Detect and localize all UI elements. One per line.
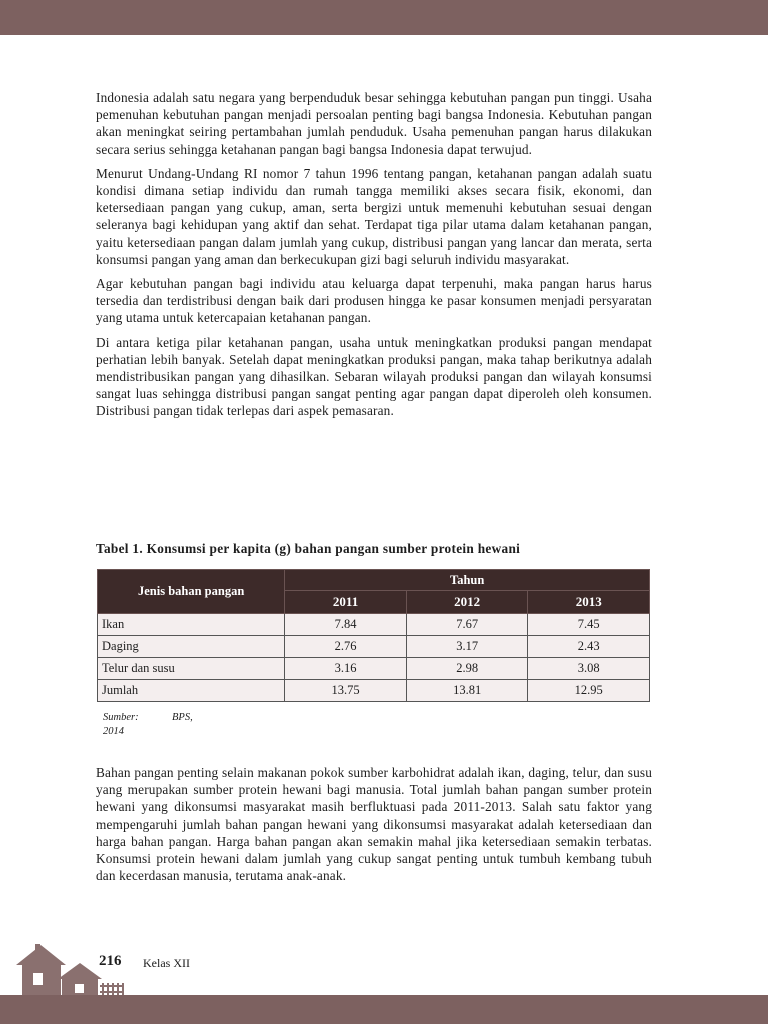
table-row	[98, 636, 650, 658]
row-label: Ikan	[98, 614, 285, 636]
table-cell: 7.67	[406, 614, 528, 636]
table-cell: 3.16	[285, 658, 407, 680]
paragraph-2: Menurut Undang-Undang RI nomor 7 tahun 1996 tentang pangan, ketahanan pangan adalah suatu kondisi dimana setiap individu dan rumah tangga memiliki akses secara fisik, ekonomi, dan ketersediaan pangan yang cukup, aman, serta bergizi untuk memenuhi kebutuhan sesuai dengan seleranya bagi kehidupan yang aktif dan sehat. Terdapat tiga pilar utama dalam ketahanan pangan, yaitu ketersediaan pangan dalam jumlah yang cukup, distribusi pangan yang lancar dan merata, serta konsumsi pangan yang aman dan berkecukupan gizi bagi seluruh individu masyarakat.	[96, 165, 652, 267]
table-title: Tabel 1. Konsumsi per kapita (g) bahan pangan sumber protein hewani	[96, 541, 521, 556]
body-text	[96, 89, 652, 427]
page-number: 216	[99, 953, 122, 969]
table-cell: 3.17	[406, 636, 528, 658]
header-year: 2013	[528, 591, 650, 614]
paragraph-1: Indonesia adalah satu negara yang berpenduduk besar sehingga kebutuhan pangan pun tinggi. Usaha pemenuhan kebutuhan pangan menjadi persoalan penting bagi bangsa Indonesia. Kebutuhan pangan akan meningkat seiring pertambahan jumlah penduduk. Usaha pemenuhan pangan harus dilakukan secara serius sehingga ketahanan pangan bagi bangsa Indonesia dapat terwujud.	[96, 90, 652, 157]
row-label: Daging	[98, 636, 285, 658]
paragraph-4: Di antara ketiga pilar ketahanan pangan, usaha untuk meningkatkan produksi pangan mendapat perhatian lebih banyak. Setelah dapat meningkatkan produksi pangan, maka tahap berikutnya adalah mendistribusikan pangan yang dihasilkan. Sebaran wilayah produksi pangan dan wilayah konsumsi sangat luas sehingga distribusi pangan sangat penting agar pangan dapat diperoleh oleh konsumen. Distribusi pangan tidak terlepas dari aspek pemasaran.	[96, 334, 652, 419]
top-decorative-band	[0, 0, 768, 35]
table-cell: 2.76	[285, 636, 407, 658]
table-cell: 7.84	[285, 614, 407, 636]
header-tahun: Tahun	[285, 570, 650, 591]
row-label: Jumlah	[98, 680, 285, 702]
table-row	[98, 680, 650, 702]
bottom-decorative-band	[0, 995, 768, 1024]
table-source	[103, 711, 203, 739]
table-row	[98, 614, 650, 636]
table-cell: 3.08	[528, 658, 650, 680]
protein-consumption-table	[97, 569, 650, 702]
source-label: Sumber:	[103, 712, 139, 723]
houses-icon	[14, 943, 124, 997]
row-label: Telur dan susu	[98, 658, 285, 680]
table-row	[98, 658, 650, 680]
paragraph-3: Agar kebutuhan pangan bagi individu atau keluarga dapat terpenuhi, maka pangan harus harus tersedia dan terdistribusi dengan baik dari produsen hingga ke pasar konsumen menjadi persyaratan yang utama untuk ketercapaian ketahanan pangan.	[96, 276, 652, 326]
paragraph-5: Bahan pangan penting selain makanan pokok sumber karbohidrat adalah ikan, daging, telur, dan susu yang merupakan sumber protein hewani bagi manusia. Total jumlah bahan pangan sumber protein hewani yang dikonsumsi masyarakat masih berfluktuasi pada 2011-2013. Salah satu faktor yang mempengaruhi jumlah bahan pangan hewani yang dikonsumsi masyarakat adalah ketersediaan dan harga bahan pangan. Harga bahan pangan akan semakin mahal jika ketersediaan semakin terbatas. Konsumsi protein hewani dalam jumlah yang cukup sangat penting untuk tumbuh kembang tubuh dan kecerdasan manusia, terutama anak-anak.	[96, 765, 652, 884]
header-jenis: Jenis bahan pangan	[98, 570, 285, 614]
table-cell: 2.43	[528, 636, 650, 658]
class-label: Kelas XII	[143, 956, 190, 970]
table-cell: 13.81	[406, 680, 528, 702]
header-year: 2011	[285, 591, 407, 614]
header-year: 2012	[406, 591, 528, 614]
source-year: 2014	[103, 726, 124, 737]
table-cell: 13.75	[285, 680, 407, 702]
source-name: BPS,	[172, 712, 193, 723]
table-cell: 7.45	[528, 614, 650, 636]
table-cell: 12.95	[528, 680, 650, 702]
table-cell: 2.98	[406, 658, 528, 680]
